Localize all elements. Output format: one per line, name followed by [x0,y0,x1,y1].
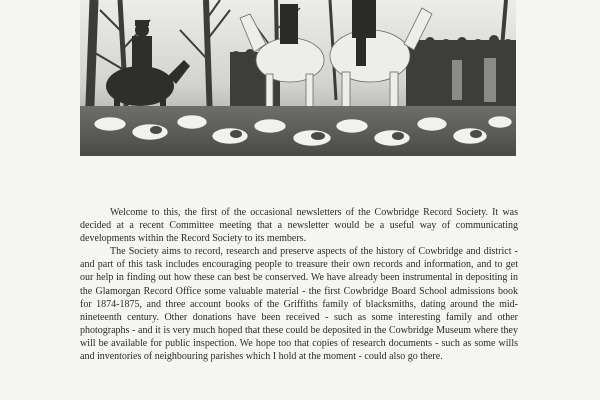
hunt-photograph-image [80,0,516,156]
welcome-paragraph: Welcome to this, the first of the occasional newsletters of the Cowbridge Record Society. It was decided at a recent Committee meeting that a newsletter would be a useful way of communicating developments within the Record Society to its members. [80,207,518,245]
society-aims-paragraph: The Society aims to record, research and preserve aspects of the history of Cowbridge and district - and part of this task includes encouraging people to treasure their own records and information, and to get our help in finding out how these can best be conserved. We have already been instrumental in depositing in the Glamorgan Record Office some valuable material - the first Cowbridge Board School admissions book for 1874-1875, and three account books of the Griffiths family of blacksmiths, dating around the mid-nineteenth century. Other donations have been received - such as some interesting family and other photographs - and it is very much hoped that these could be deposited in the Cowbridge Museum where they will be available for public inspection. We hope too that copies of research documents - such as some wills and inventories of neighbouring parishes which I hold at the moment - could also go there. [80,246,518,363]
hunt-photograph [80,0,516,156]
newsletter-article [80,206,518,363]
